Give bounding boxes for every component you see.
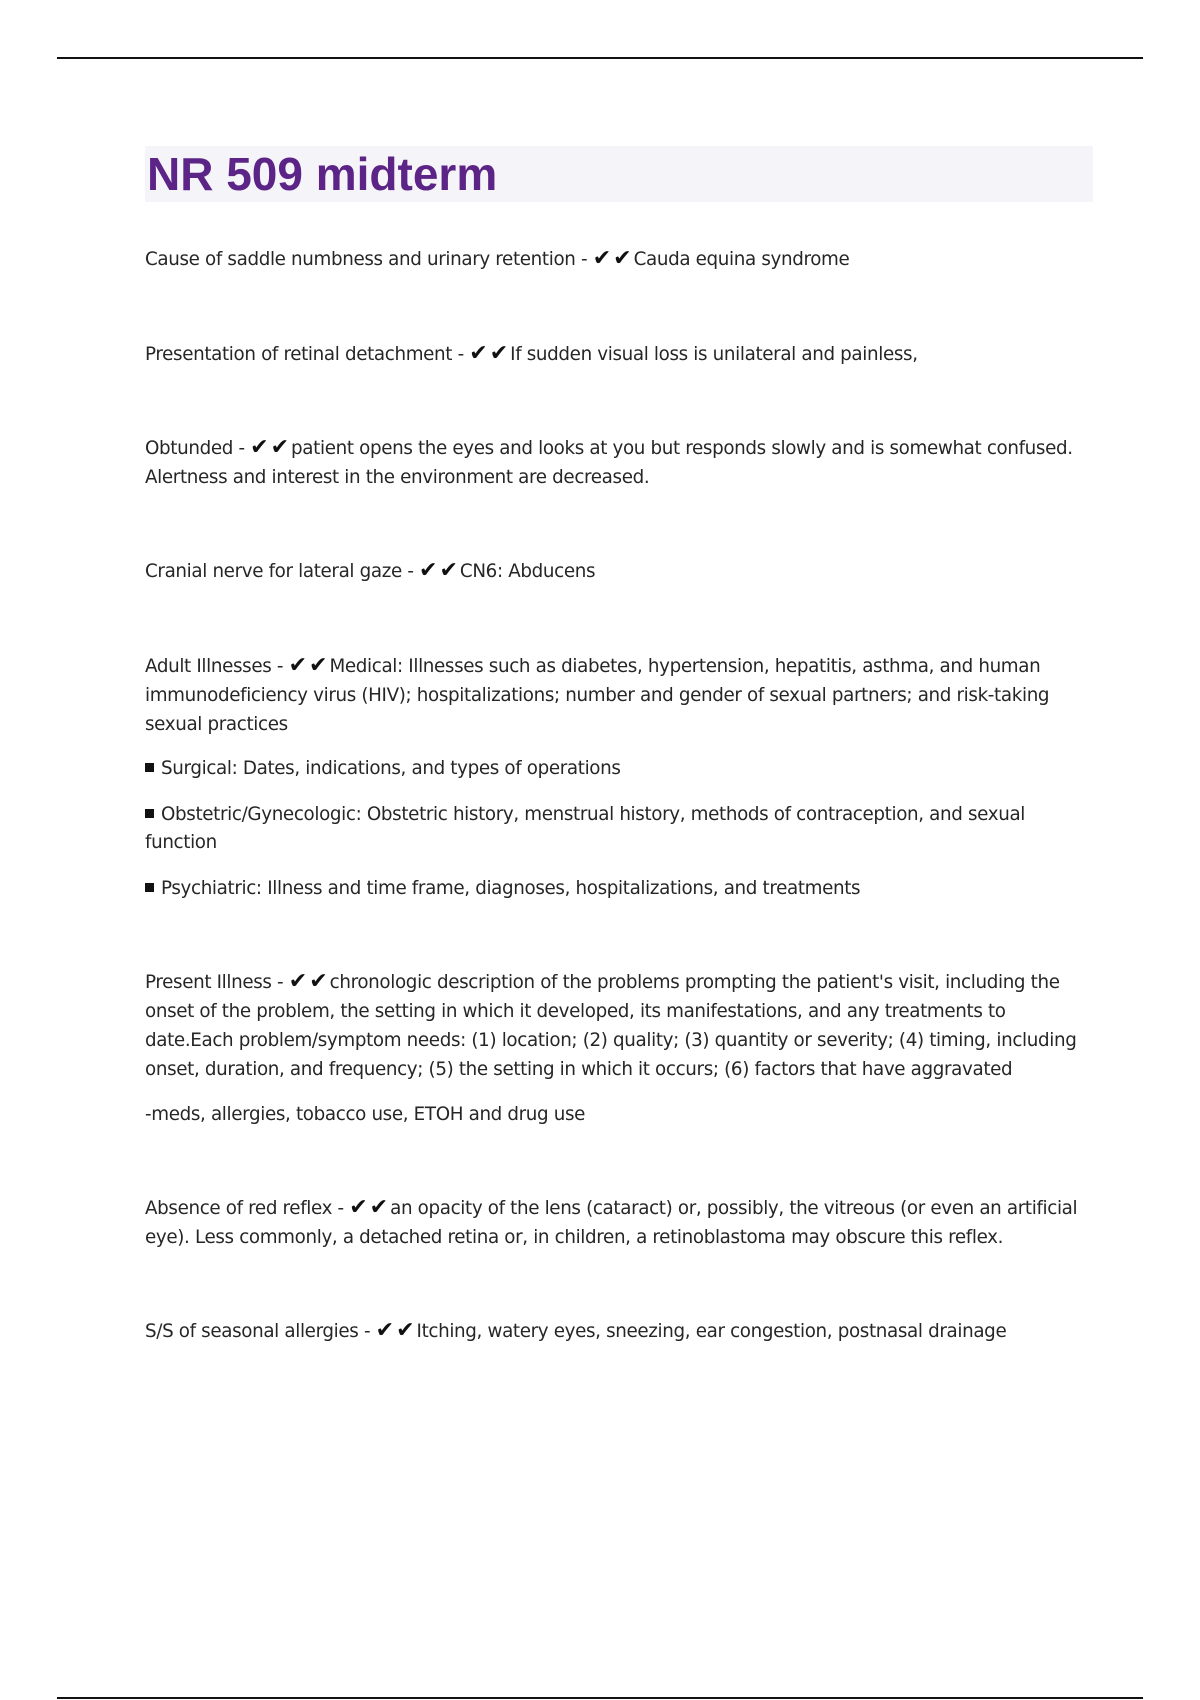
title-band — [145, 146, 1093, 202]
entry-term: Presentation of retinal detachment — [145, 344, 453, 365]
entry-answer: Itching, watery eyes, sneezing, ear congestion, postnasal drainage — [416, 1321, 1007, 1342]
qa-entry — [145, 1316, 1093, 1346]
bottom-rule — [57, 1697, 1143, 1699]
page-title: NR 509 midterm — [147, 148, 498, 200]
qa-entry — [145, 433, 1093, 492]
entry-answer: chronologic description of the problems prompting the patient's visit, including the onset of the problem, the setting in which it developed, its manifestations, and any treatments to date.Each problem/symptom needs: (1) location; (2) quality; (3) quantity or severity; (4) timing, including onset, duration, and frequency; (5) the setting in which it occurs; (6) factors that have aggravated — [145, 972, 1077, 1080]
entry-answer: patient opens the eyes and looks at you but responds slowly and is somewhat confused. Alertness and interest in the environment are decreased. — [145, 438, 1073, 488]
qa-entry — [145, 556, 1093, 586]
entry-term: Adult Illnesses — [145, 656, 272, 677]
entry-answer: If sudden visual loss is unilateral and painless, — [510, 344, 918, 365]
qa-entry — [145, 967, 1093, 1084]
entry-term: Cranial nerve for lateral gaze — [145, 561, 402, 582]
entry-separator: - — [332, 1198, 350, 1219]
check-mark-icon: ✔✔ — [592, 246, 634, 271]
check-mark-icon: ✔✔ — [288, 969, 330, 994]
entry-separator: - — [271, 656, 289, 677]
qa-entry — [145, 244, 1093, 274]
entry-separator: - — [575, 249, 593, 270]
list-item — [145, 801, 1093, 857]
entry-answer: Cauda equina syndrome — [633, 249, 850, 270]
entry-separator: - — [452, 344, 470, 365]
entry-separator: - — [358, 1321, 376, 1342]
check-mark-icon: ✔✔ — [375, 1318, 417, 1343]
bullet-square-icon — [145, 763, 154, 772]
entry-term: S/S of seasonal allergies — [145, 1321, 359, 1342]
check-mark-icon: ✔✔ — [288, 653, 330, 678]
entry-separator: - — [233, 438, 251, 459]
list-item — [145, 755, 1093, 783]
qa-entry — [145, 1193, 1093, 1252]
entry-term: Obtunded — [145, 438, 233, 459]
entry-separator: - — [271, 972, 289, 993]
top-rule — [57, 57, 1143, 59]
check-mark-icon: ✔✔ — [469, 341, 511, 366]
check-mark-icon: ✔✔ — [250, 435, 292, 460]
entry-answer: Medical: Illnesses such as diabetes, hypertension, hepatitis, asthma, and human immunodeficiency virus (HIV); hospitalizations; number and gender of sexual partners; and risk-taking sexual practices — [145, 656, 1050, 735]
bullet-square-icon — [145, 883, 154, 892]
check-mark-icon: ✔✔ — [349, 1195, 391, 1220]
entry-answer: an opacity of the lens (cataract) or, possibly, the vitreous (or even an artificial eye). Less commonly, a detached retina or, in children, a retinoblastoma may obscure this reflex. — [145, 1198, 1078, 1248]
entry-separator: - — [401, 561, 420, 582]
entry-answer: CN6: Abducens — [459, 561, 596, 582]
entry-extra-note — [145, 1100, 1093, 1129]
check-mark-icon: ✔✔ — [419, 558, 460, 583]
list-item — [145, 875, 1093, 903]
entry-term: Absence of red reflex — [145, 1198, 333, 1219]
qa-entry — [145, 339, 1093, 369]
qa-entry — [145, 651, 1093, 739]
list-item-text: Psychiatric: Illness and time frame, diagnoses, hospitalizations, and treatments — [161, 878, 861, 899]
entry-extra-text: -meds, allergies, tobacco use, ETOH and drug use — [145, 1104, 586, 1125]
list-item-text: Obstetric/Gynecologic: Obstetric history, menstrual history, methods of contraception, and sexual function — [145, 804, 1026, 853]
entry-term: Cause of saddle numbness and urinary retention — [145, 249, 576, 270]
list-item-text: Surgical: Dates, indications, and types of operations — [161, 758, 621, 779]
bullet-square-icon — [145, 809, 154, 818]
entry-term: Present Illness — [145, 972, 272, 993]
document-body — [145, 146, 1093, 1346]
